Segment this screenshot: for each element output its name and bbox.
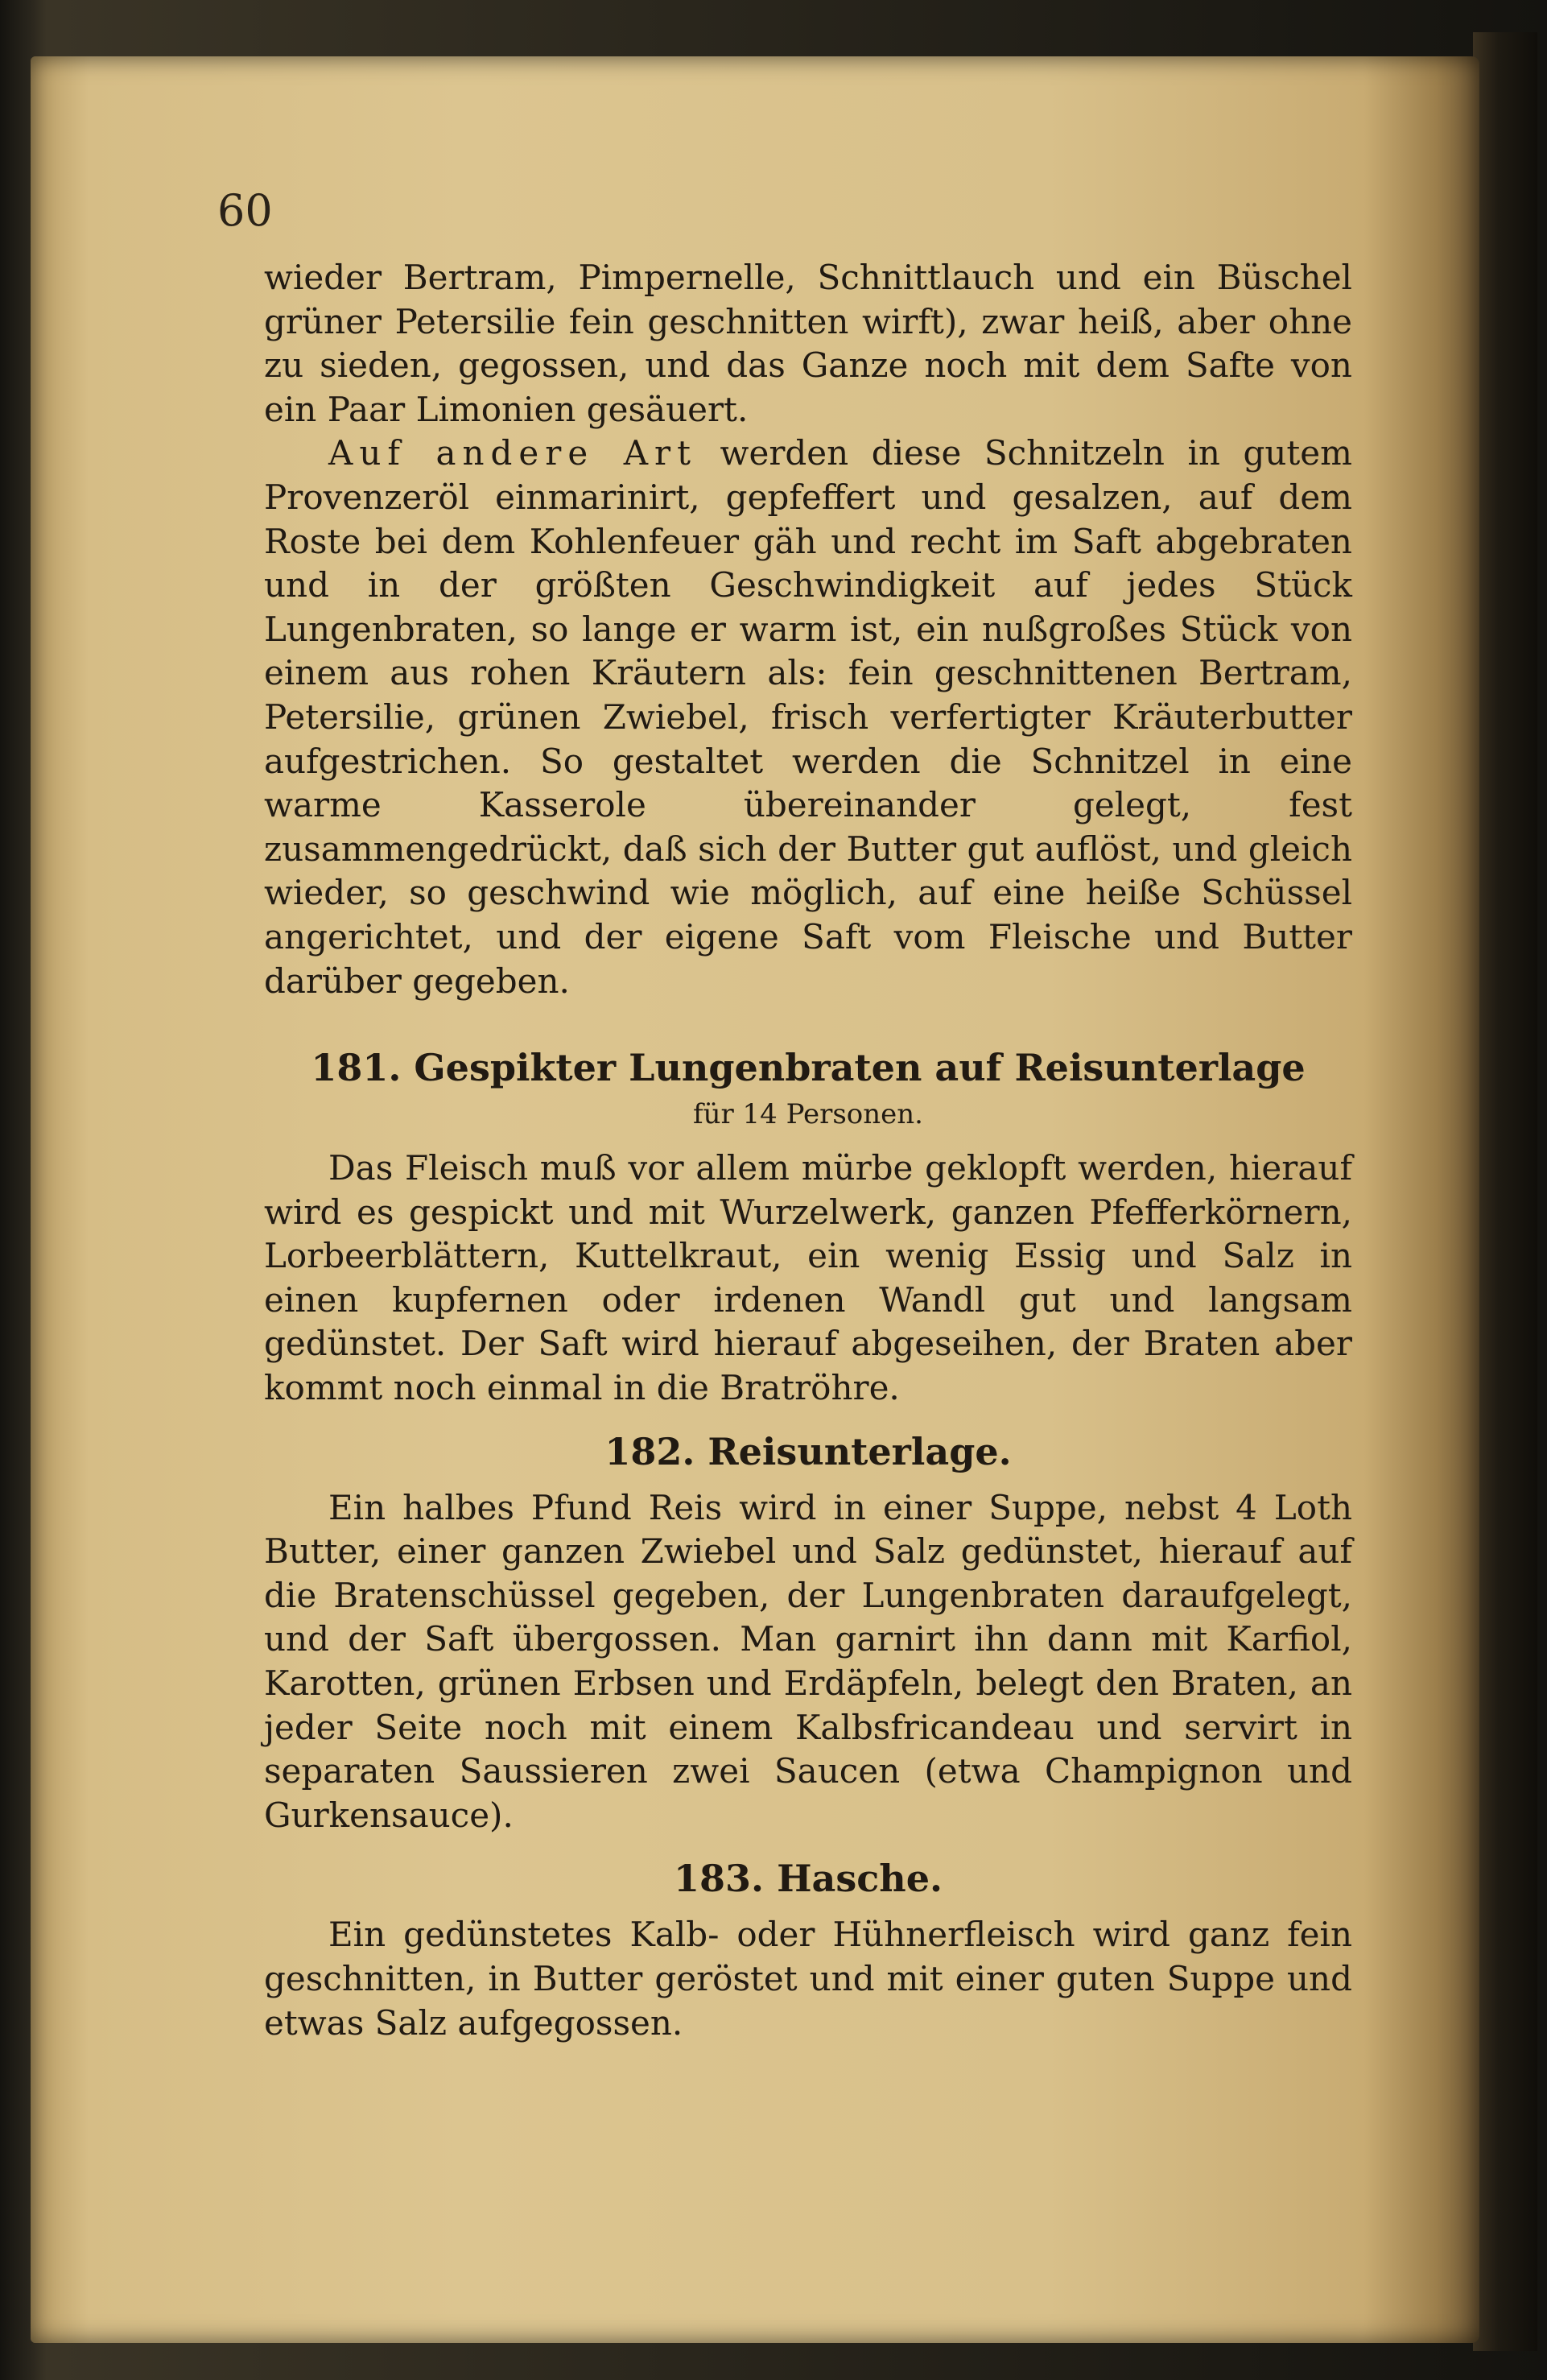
recipe-183-text: Ein gedünstetes Kalb- oder Hühnerfleisch wird ganz fein geschnitten, in Butter geröstet und mit einer guten Suppe und etwas Salz aufgegossen. [264, 1915, 1352, 2043]
alternate-method-paragraph [264, 432, 1352, 1003]
recipe-182-text: Ein halbes Pfund Reis wird in einer Suppe, nebst 4 Loth Butter, einer ganzen Zwiebel und Salz gedünstet, hierauf auf die Bratenschüssel gegeben, der Lungenbraten daraufgelegt, und der Saft übergossen. Man garnirt ihn dann mit Karfiol, Karotten, grünen Erbsen und Erdäpfeln, belegt den Braten, an jeder Seite noch mit einem Kalbsfricandeau und servirt in separaten Saussieren zwei Saucen (etwa Champignon und Gurkensauce). [264, 1487, 1352, 1835]
recipe-182-heading [264, 1428, 1352, 1475]
recipe-183-number: 183. [674, 1857, 765, 1901]
recipe-181-heading [264, 1043, 1352, 1092]
book-edge [1473, 32, 1537, 2351]
recipe-181-subtitle: für 14 Personen. [693, 1098, 923, 1131]
continuation-paragraph: wieder Bertram, Pimpernelle, Schnittlauch und ein Büschel grüner Petersilie fein geschnitten wirft), zwar heiß, aber ohne zu sieden, gegossen, und das Ganze noch mit dem Safte von ein Paar Limonien gesäuert. [264, 258, 1352, 429]
recipe-181-text: Das Fleisch muß vor allem mürbe geklopft werden, hierauf wird es gespickt und mit Wurzelwerk, ganzen Pfefferkörnern, Lorbeerblättern, Kuttelkraut, ein wenig Essig und Salz in einen kupfernen oder irdenen Wandl gut und langsam gedünstet. Der Saft wird hierauf abgeseihen, der Braten aber kommt noch einmal in die Bratröhre. [264, 1148, 1352, 1408]
recipe-181-number: 181. [311, 1046, 402, 1090]
alternate-method-text: werden diese Schnitzeln in gutem Provenzeröl einmarinirt, gepfeffert und gesalzen, auf dem Roste bei dem Kohlenfeuer gäh und recht im Saft abgebraten und in der größten Geschwindigkeit auf jedes Stück Lungenbraten, so lange er warm ist, ein nußgroßes Stück von einem aus rohen Kräutern als: fein geschnittenen Bertram, Petersilie, grünen Zwiebel, frisch verfertigter Kräuterbutter aufgestrichen. So gestaltet werden die Schnitzel in eine warme Kasserole übereinander gelegt, fest zusammengedrückt, daß sich der Butter gut auflöst, und gleich wieder, so geschwind wie möglich, auf eine heiße Schüssel angerichtet, und der eigene Saft vom Fleische und Butter darüber gegeben. [264, 433, 1352, 1001]
recipe-182-number: 182. [604, 1429, 695, 1473]
page-number: 60 [217, 185, 273, 236]
page-text [264, 256, 1352, 2045]
recipe-182-title: Reisunterlage. [707, 1429, 1012, 1473]
alternate-method-lead: Auf andere Art [328, 433, 698, 473]
recipe-181-title: Gespikter Lungenbraten auf Reisunterlage [414, 1046, 1306, 1090]
recipe-183-title: Hasche. [777, 1857, 943, 1901]
recipe-183-heading [264, 1855, 1352, 1902]
